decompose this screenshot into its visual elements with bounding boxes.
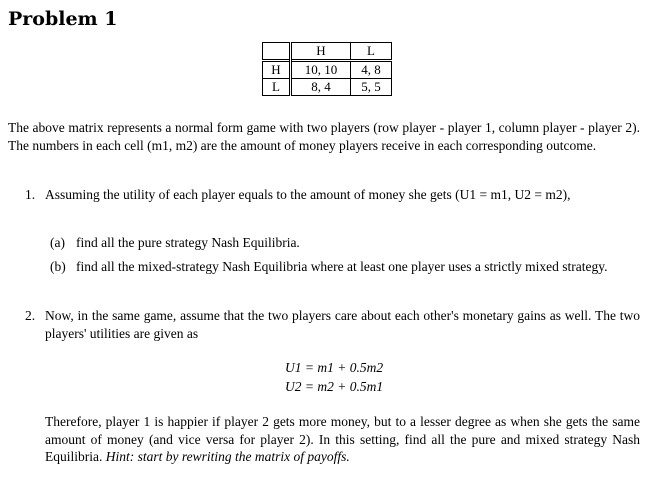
question-1a-text: find all the pure strategy Nash Equilibria. — [76, 235, 300, 250]
matrix-cell: 8, 4 — [291, 79, 351, 96]
hint-text: Hint: start by rewriting the matrix of payoffs. — [105, 449, 350, 464]
utility-equation-2: U2 = m2 + 0.5m1 — [285, 379, 384, 394]
question-1a-label: (a) — [50, 235, 65, 250]
question-1b-label: (b) — [50, 259, 66, 274]
matrix-col-header: L — [351, 43, 392, 61]
question-1-number: 1. — [25, 187, 36, 202]
utility-equation-1: U1 = m1 + 0.5m2 — [285, 360, 384, 375]
matrix-corner-cell — [263, 43, 291, 61]
followup-text: Therefore, player 1 is happier if player 2 gets more money, but to a lesser degree as when she gets the same amount of money (and vice versa for player 2). In this setting, find all the pure and mixed strategy Nash Equilibria. — [45, 414, 640, 464]
question-2-text: Now, in the same game, assume that the two players care about each other's monetary gains as well. The two players' utilities are given as — [45, 308, 640, 341]
matrix-cell: 4, 8 — [351, 61, 392, 79]
question-1b-text: find all the mixed-strategy Nash Equilibria where at least one player uses a strictly mixed strategy. — [76, 259, 608, 274]
intro-paragraph: The above matrix represents a normal form game with two players (row player - player 1, column player - player 2). The numbers in each cell (m1, m2) are the amount of money players receive in each corresponding outcome. — [8, 120, 640, 153]
matrix-col-header: H — [291, 43, 351, 61]
question-2-followup — [45, 413, 640, 466]
matrix-cell: 10, 10 — [291, 61, 351, 79]
problem-title: Problem 1 — [8, 8, 118, 30]
matrix-cell: 5, 5 — [351, 79, 392, 96]
payoff-matrix — [262, 42, 392, 96]
question-1-text: Assuming the utility of each player equals to the amount of money she gets (U1 = m1, U2 = m2), — [45, 187, 571, 202]
matrix-row-header: L — [263, 79, 291, 96]
question-2-number: 2. — [25, 308, 36, 323]
matrix-row-header: H — [263, 61, 291, 79]
